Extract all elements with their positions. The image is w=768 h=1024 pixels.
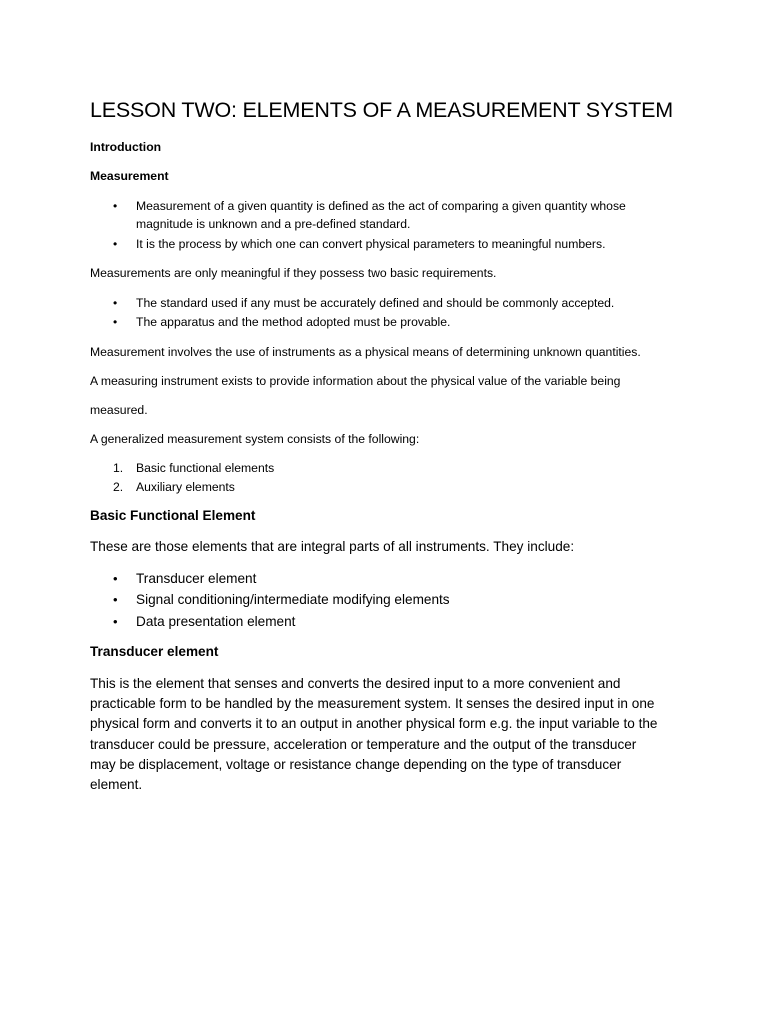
bullet-icon: • [113, 237, 118, 251]
requirements-intro: Measurements are only meaningful if they possess two basic requirements. [90, 266, 497, 280]
transducer-paragraph-line: practicable form to be handled by the measurement system. It senses the desired input in one [90, 696, 655, 711]
list-number: 1. [113, 461, 124, 475]
transducer-heading: Transducer element [90, 644, 219, 659]
bullet-icon: • [113, 315, 118, 329]
numbered-item: Auxiliary elements [136, 480, 235, 494]
basic-functional-intro: These are those elements that are integral parts of all instruments. They include: [90, 539, 575, 554]
bullet-icon: • [113, 296, 118, 310]
transducer-paragraph-line: transducer could be pressure, acceleration or temperature and the output of the transducer [90, 737, 637, 752]
list-item: It is the process by which one can convert physical parameters to meaningful numbers. [136, 237, 606, 251]
bullet-icon: • [113, 199, 118, 213]
list-number: 2. [113, 480, 124, 494]
paragraph-instrument-line: measured. [90, 403, 148, 417]
generalized-intro: A generalized measurement system consists of the following: [90, 432, 420, 446]
page-title: LESSON TWO: ELEMENTS OF A MEASUREMENT SYSTEM [90, 98, 673, 122]
list-item: The standard used if any must be accurately defined and should be commonly accepted. [136, 296, 615, 310]
paragraph-instruments: Measurement involves the use of instruments as a physical means of determining unknown quantities. [90, 345, 641, 359]
bullet-icon: • [113, 592, 118, 607]
introduction-heading: Introduction [90, 140, 162, 154]
bullet-icon: • [113, 571, 118, 586]
list-item: Measurement of a given quantity is defined as the act of comparing a given quantity whose [136, 199, 626, 213]
list-item: The apparatus and the method adopted must be provable. [136, 315, 451, 329]
list-item: Transducer element [136, 571, 257, 586]
transducer-paragraph-line: element. [90, 777, 143, 792]
paragraph-instrument-line: A measuring instrument exists to provide information about the physical value of the variable being [90, 374, 621, 388]
list-item-continuation: magnitude is unknown and a pre-defined standard. [136, 217, 411, 231]
numbered-item: Basic functional elements [136, 461, 275, 475]
transducer-paragraph-line: This is the element that senses and converts the desired input to a more convenient and [90, 676, 621, 691]
list-item: Data presentation element [136, 614, 296, 629]
bullet-icon: • [113, 614, 118, 629]
transducer-paragraph-line: may be displacement, voltage or resistance change depending on the type of transducer [90, 757, 622, 772]
transducer-paragraph-line: physical form and converts it to an output in another physical form e.g. the input variable to the [90, 716, 658, 731]
measurement-heading: Measurement [90, 169, 169, 183]
list-item: Signal conditioning/intermediate modifying elements [136, 592, 450, 607]
basic-functional-heading: Basic Functional Element [90, 508, 256, 523]
